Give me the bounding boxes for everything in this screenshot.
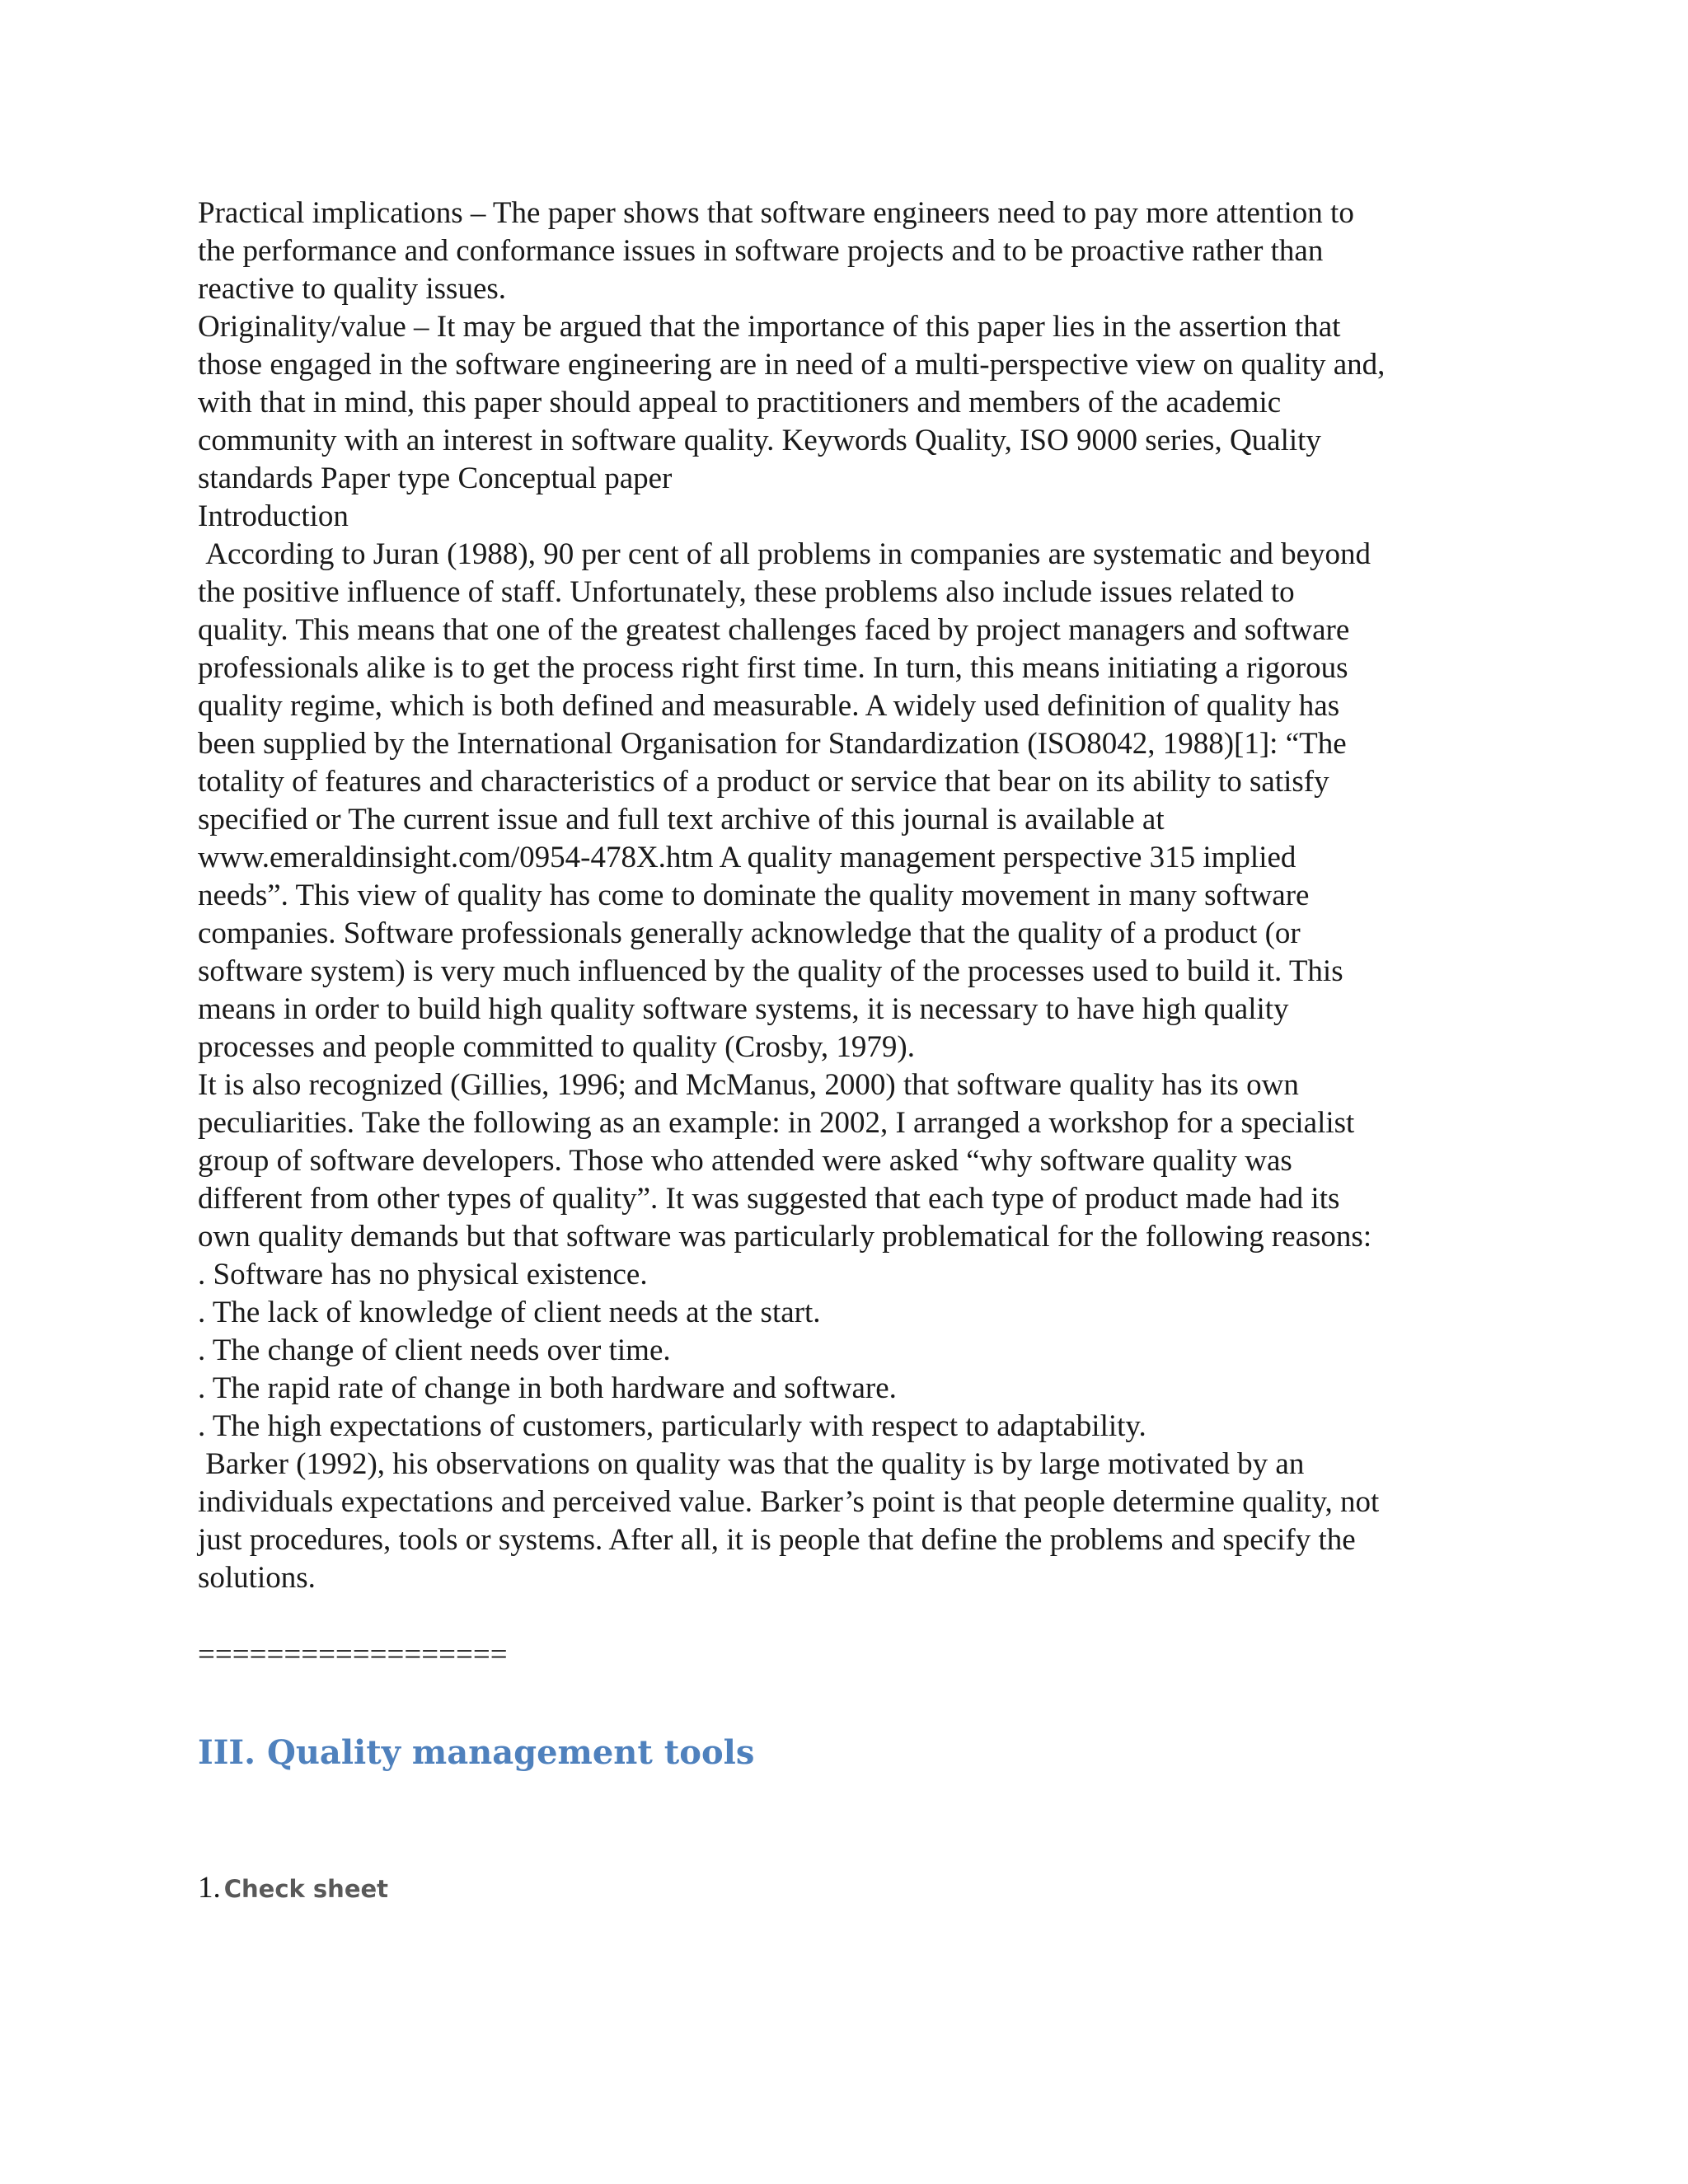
text-line: solutions.: [198, 1561, 316, 1595]
text-line: It is also recognized (Gillies, 1996; and McManus, 2000) that software quality has its own: [198, 1068, 1299, 1102]
text-line: individuals expectations and perceived value. Barker’s point is that people determine quality, not: [198, 1485, 1380, 1519]
text-line: the positive influence of staff. Unfortunately, these problems also include issues related to: [198, 575, 1295, 609]
text-line: specified or The current issue and full text archive of this journal is available at: [198, 803, 1165, 837]
text-line: Introduction: [198, 499, 349, 533]
text-line: different from other types of quality”. It was suggested that each type of product made had its: [198, 1182, 1340, 1216]
text-line: reactive to quality issues.: [198, 272, 507, 306]
subheading-label: Check sheet: [223, 1875, 389, 1903]
text-line: the performance and conformance issues in software projects and to be proactive rather than: [198, 234, 1324, 268]
text-line: group of software developers. Those who attended were asked “why software quality was: [198, 1144, 1292, 1178]
text-line: www.emeraldinsight.com/0954-478X.htm A quality management perspective 315 implied: [198, 841, 1296, 874]
text-line: own quality demands but that software was particularly problematical for the following reasons:: [198, 1220, 1372, 1254]
text-line: Practical implications – The paper shows that software engineers need to pay more attention to: [198, 196, 1354, 230]
text-line: standards Paper type Conceptual paper: [198, 462, 673, 495]
text-line: processes and people committed to quality (Crosby, 1979).: [198, 1030, 916, 1064]
text-line: software system) is very much influenced by the quality of the processes used to build it. This: [198, 954, 1343, 988]
text-line: community with an interest in software quality. Keywords Quality, ISO 9000 series, Quality: [198, 424, 1321, 457]
text-line: According to Juran (1988), 90 per cent of all problems in companies are systematic and beyond: [198, 537, 1372, 571]
text-line: . The lack of knowledge of client needs at the start.: [198, 1296, 821, 1329]
text-line: needs”. This view of quality has come to dominate the quality movement in many software: [198, 879, 1310, 912]
text-line: . Software has no physical existence.: [198, 1258, 648, 1291]
text-line: . The high expectations of customers, particularly with respect to adaptability.: [198, 1409, 1146, 1443]
text-line: peculiarities. Take the following as an example: in 2002, I arranged a workshop for a specialist: [198, 1106, 1355, 1140]
subheading: [198, 1869, 388, 1913]
text-line: . The rapid rate of change in both hardware and software.: [198, 1371, 897, 1405]
text-line: those engaged in the software engineering are in need of a multi-perspective view on quality and,: [198, 348, 1386, 382]
text-line: Originality/value – It may be argued that the importance of this paper lies in the assertion that: [198, 310, 1341, 344]
text-line: Barker (1992), his observations on quality was that the quality is by large motivated by an: [198, 1447, 1305, 1481]
subheading-number: 1.: [198, 1871, 221, 1905]
text-line: quality regime, which is both defined and measurable. A widely used definition of quality has: [198, 689, 1340, 723]
text-line: quality. This means that one of the greatest challenges faced by project managers and software: [198, 613, 1350, 647]
separator-line: ==================: [198, 1638, 508, 1671]
text-line: just procedures, tools or systems. After all, it is people that define the problems and specify the: [198, 1523, 1356, 1557]
text-line: . The change of client needs over time.: [198, 1333, 671, 1367]
text-line: professionals alike is to get the process right first time. In turn, this means initiating a rigorous: [198, 651, 1348, 685]
text-line: totality of features and characteristics of a product or service that bear on its ability to satisfy: [198, 765, 1329, 799]
section-heading: III. Quality management tools: [198, 1733, 755, 1772]
text-line: companies. Software professionals generally acknowledge that the quality of a product (or: [198, 916, 1301, 950]
body-text: [198, 194, 1533, 1597]
text-line: with that in mind, this paper should appeal to practitioners and members of the academic: [198, 386, 1282, 419]
text-line: been supplied by the International Organisation for Standardization (ISO8042, 1988)[1]: “The: [198, 727, 1347, 761]
text-line: means in order to build high quality software systems, it is necessary to have high quality: [198, 992, 1289, 1026]
